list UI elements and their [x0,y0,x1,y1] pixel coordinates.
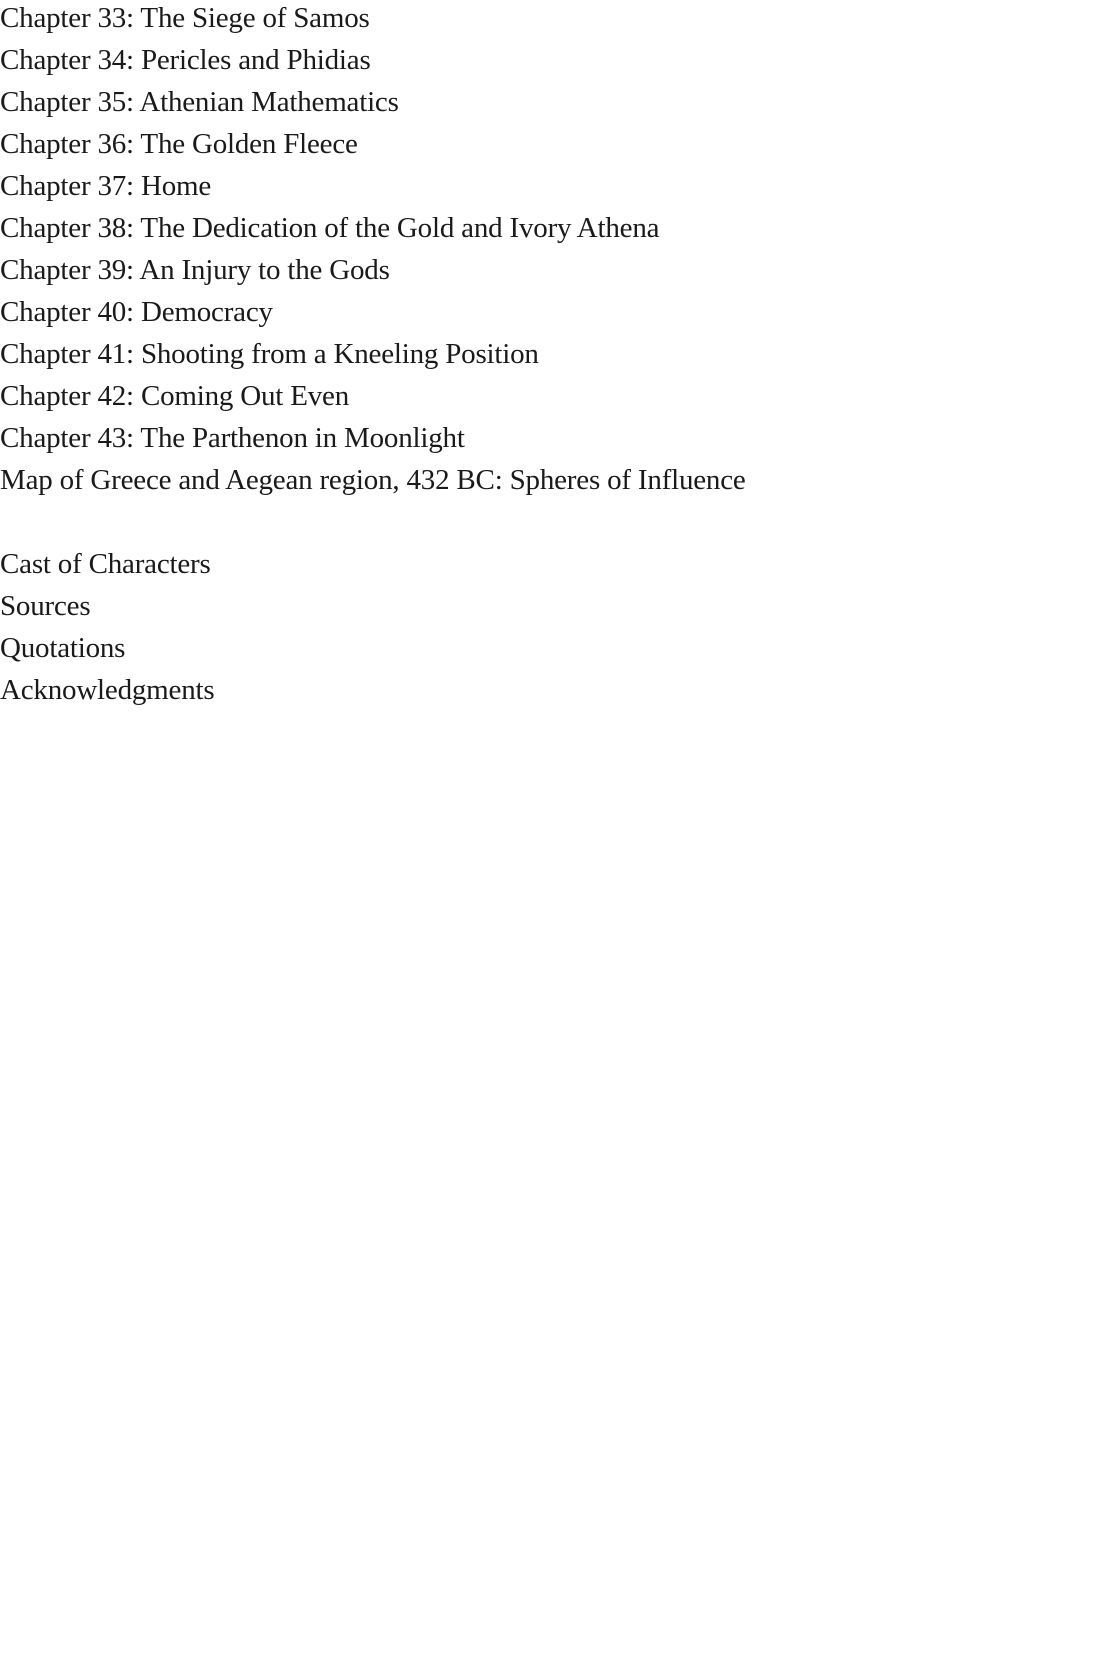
toc-entry-chapter-34[interactable]: Chapter 34: Pericles and Phidias [0,44,371,76]
section-divider [0,501,746,543]
toc-entry-chapter-43[interactable]: Chapter 43: The Parthenon in Moonlight [0,422,465,454]
toc-entry-chapter-33[interactable]: Chapter 33: The Siege of Samos [0,2,370,34]
toc-entry-cast-of-characters[interactable]: Cast of Characters [0,548,211,580]
toc-entry-chapter-38[interactable]: Chapter 38: The Dedication of the Gold and Ivory Athena [0,212,660,244]
toc-entry-chapter-41[interactable]: Chapter 41: Shooting from a Kneeling Position [0,338,539,370]
toc-entry-map[interactable]: Map of Greece and Aegean region, 432 BC: Spheres of Influence [0,464,746,496]
toc-entry-chapter-35[interactable]: Chapter 35: Athenian Mathematics [0,86,399,118]
toc-entry-acknowledgments[interactable]: Acknowledgments [0,674,215,706]
toc-entry-chapter-39[interactable]: Chapter 39: An Injury to the Gods [0,254,390,286]
toc-entry-chapter-37[interactable]: Chapter 37: Home [0,170,212,202]
toc-entry-chapter-36[interactable]: Chapter 36: The Golden Fleece [0,128,358,160]
table-of-contents [0,0,746,711]
toc-entry-quotations[interactable]: Quotations [0,632,126,664]
toc-entry-chapter-40[interactable]: Chapter 40: Democracy [0,296,273,328]
toc-entry-sources[interactable]: Sources [0,590,91,622]
toc-entry-chapter-42[interactable]: Chapter 42: Coming Out Even [0,380,350,412]
